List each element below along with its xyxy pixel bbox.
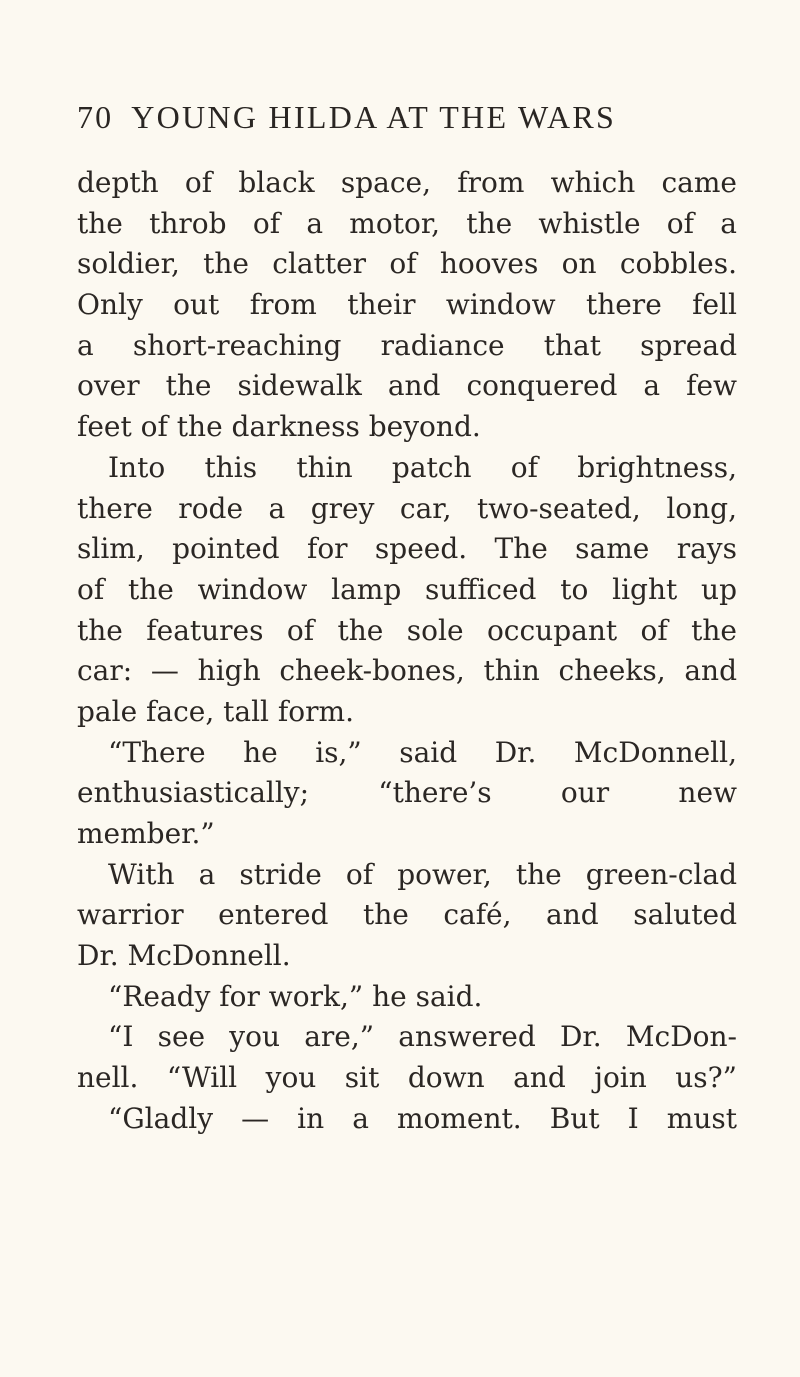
text-line: enthusiastically; “there’s our new [77,776,737,810]
text-line: “There he is,” said Dr. McDonnell, [108,735,737,769]
text-line: pale face, tall form. [77,694,354,728]
text-line: soldier, the clatter of hooves on cobbles. [77,247,737,281]
text-line: car: — high cheek-bones, thin cheeks, and [77,654,737,688]
text-line: “I see you are,” answered Dr. McDon- [108,1020,737,1054]
text-line: warrior entered the café, and saluted [77,898,737,932]
text-line: the throb of a motor, the whistle of a [77,206,737,240]
text-line: With a stride of power, the green-clad [108,857,737,891]
text-line: nell. “Will you sit down and join us?” [77,1061,737,1095]
text-line: “Gladly — in a moment. But I must [108,1101,737,1135]
running-title: YOUNG HILDA AT THE WARS [131,99,617,135]
text-line: there rode a grey car, two-seated, long, [77,491,737,525]
text-line: over the sidewalk and conquered a few [77,369,737,403]
text-line: of the window lamp sufficed to light up [77,572,737,606]
page-number: 70 [77,99,114,135]
text-line: feet of the darkness beyond. [77,410,481,444]
text-line: Only out from their window there fell [77,288,737,322]
text-line: Dr. McDonnell. [77,939,291,973]
text-line: member.” [77,817,215,850]
text-line: a short-reaching radiance that spread [77,328,737,362]
text-line: slim, pointed for speed. The same rays [77,532,737,566]
page-header [77,95,737,139]
text-line: depth of black space, from which came [77,166,737,199]
text-line: “Ready for work,” he said. [108,979,483,1013]
text-line: the features of the sole occupant of the [77,613,737,647]
text-line: Into this thin patch of brightness, [108,450,737,484]
body-text [77,163,737,1140]
